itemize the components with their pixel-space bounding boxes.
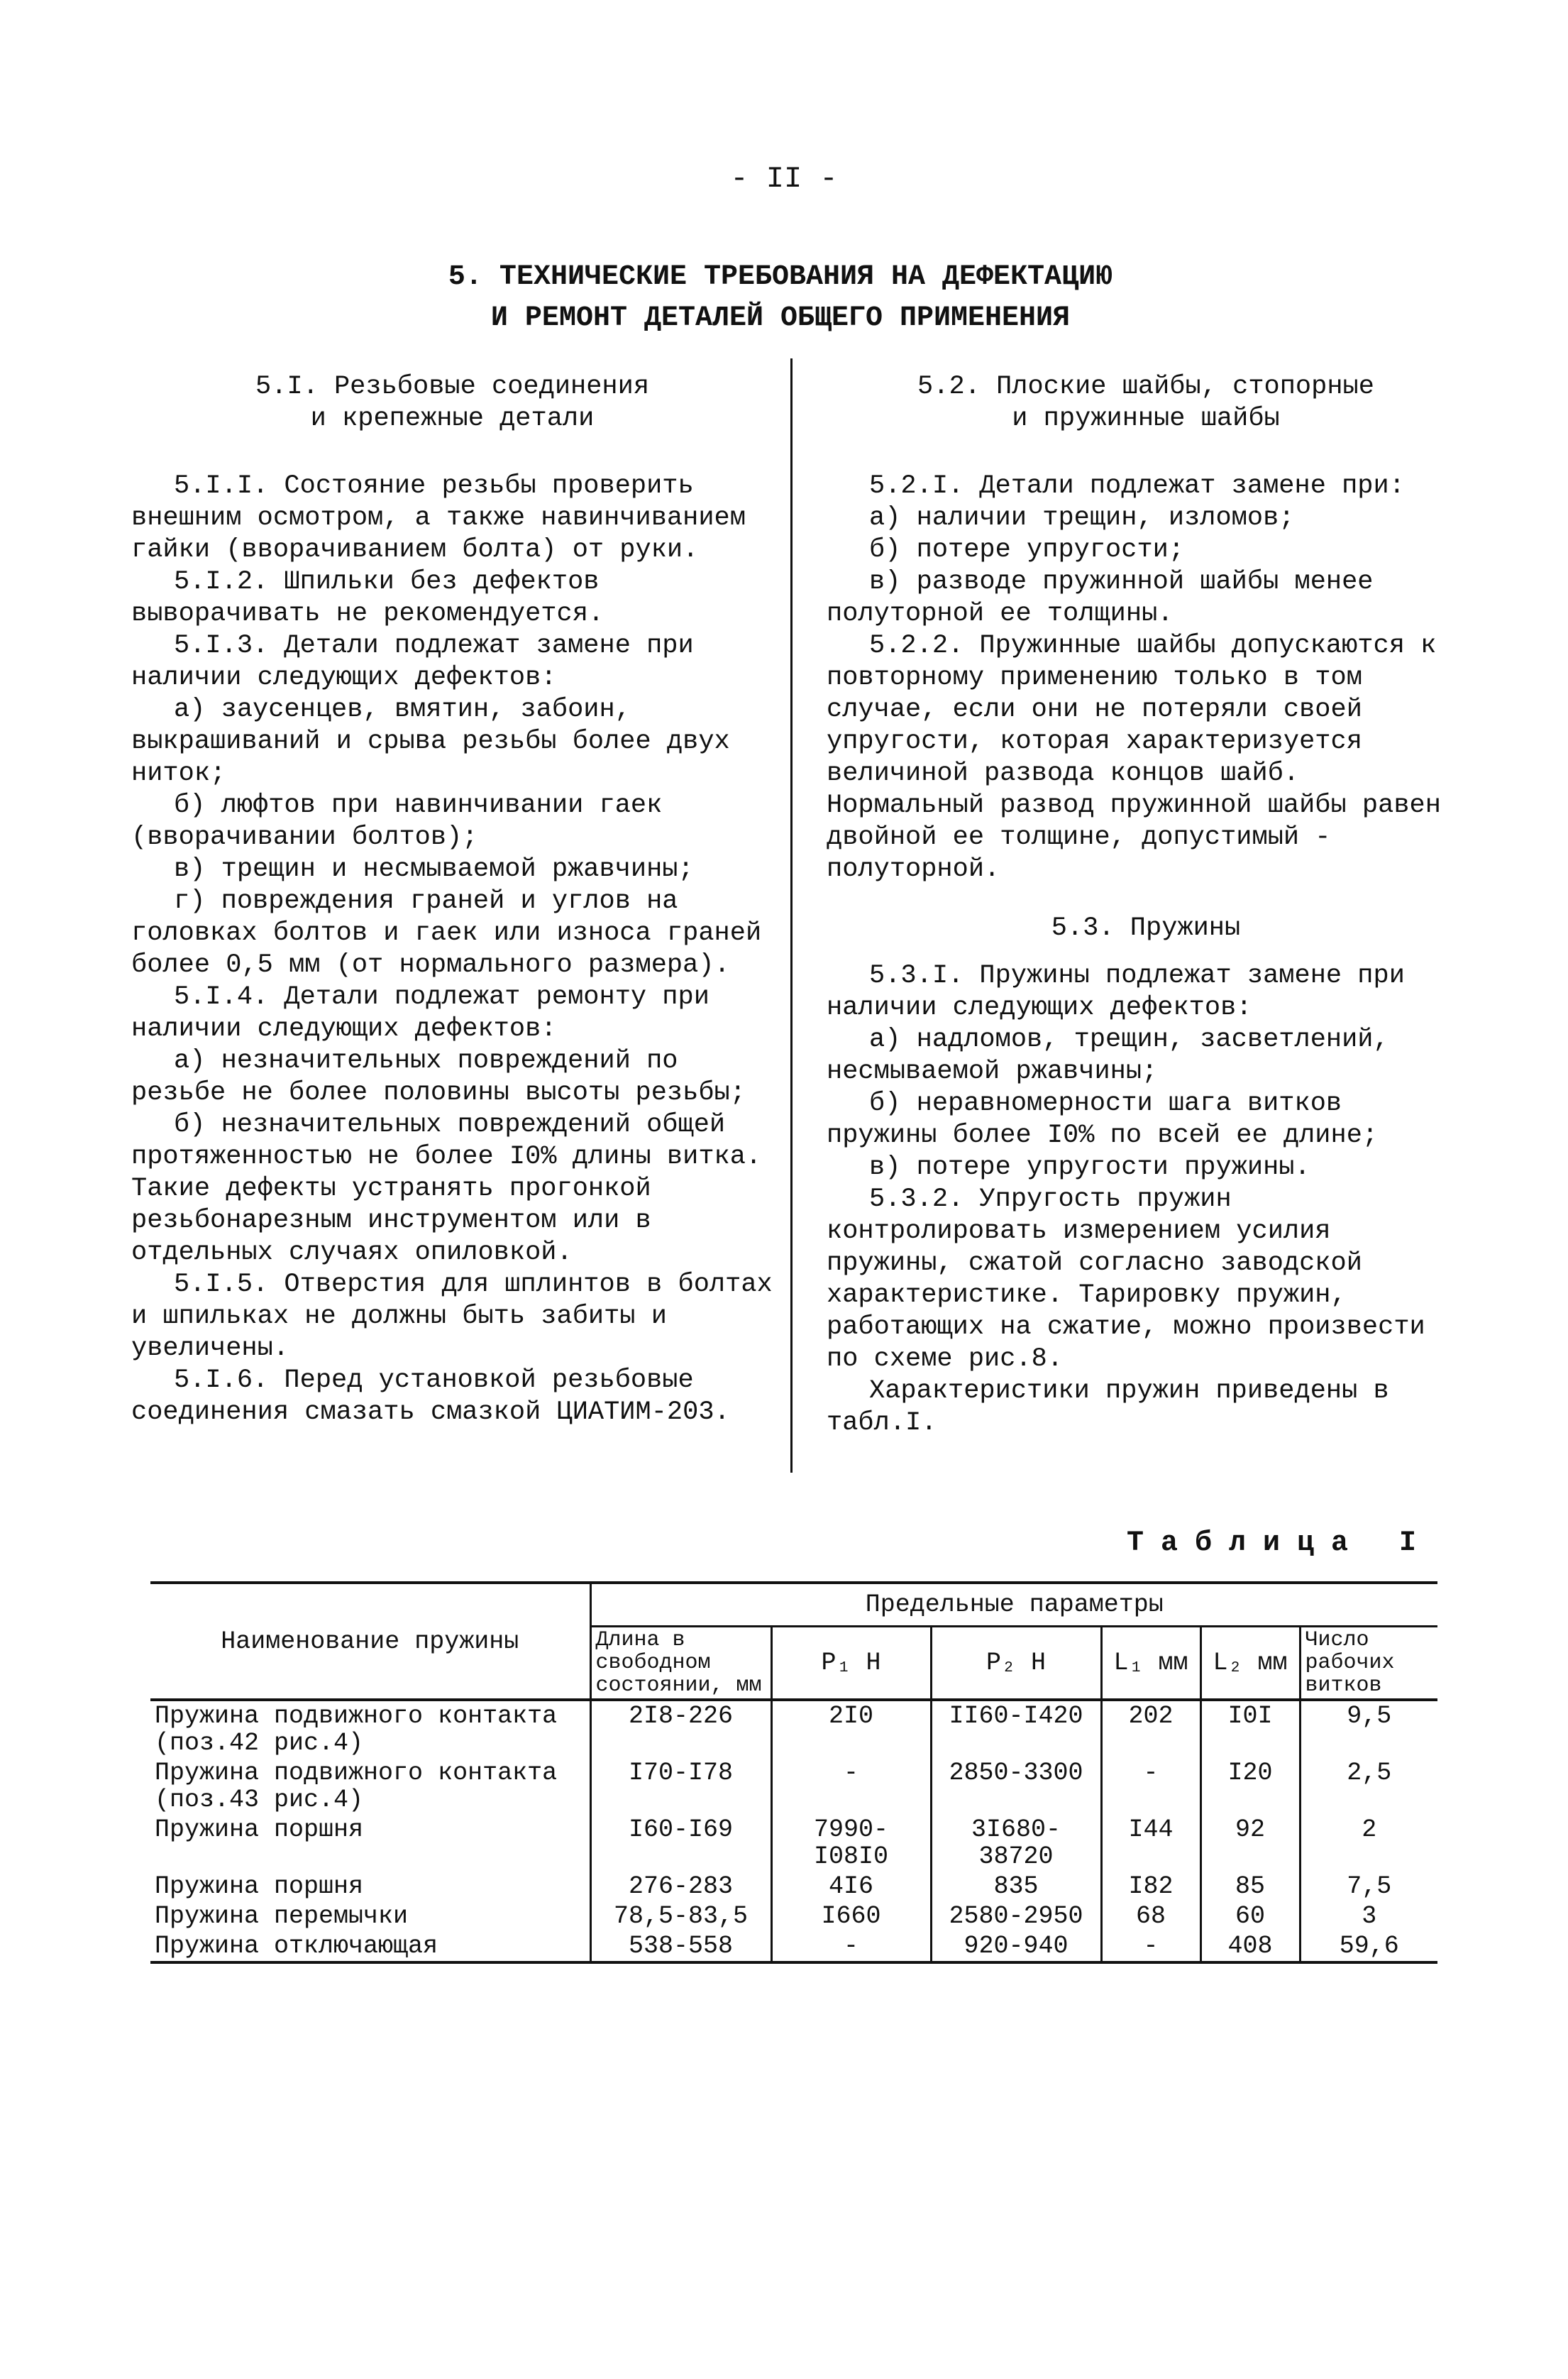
- cell-l2: 92: [1200, 1815, 1300, 1872]
- cell-p2: 2850-3300: [931, 1758, 1101, 1815]
- cell-p1: -: [771, 1758, 931, 1815]
- table-row: [150, 1901, 1437, 1931]
- cell-p1: -: [771, 1931, 931, 1962]
- cell-p2: 2580-2950: [931, 1901, 1101, 1931]
- header-limit-parameters: Предельные параметры: [590, 1583, 1437, 1627]
- subsection-heading-5-1-cont: и крепежные детали: [310, 404, 595, 434]
- cell-length: 538-558: [590, 1931, 771, 1962]
- paragraph: Характеристики пружин приведены в табл.I.: [827, 1376, 1389, 1438]
- cell-l1: -: [1101, 1758, 1200, 1815]
- cell-turns: 2: [1300, 1815, 1437, 1872]
- cell-p2: 920-940: [931, 1931, 1101, 1962]
- cell-length: I70-I78: [590, 1758, 771, 1815]
- header-spring-name: Наименование пружины: [150, 1583, 590, 1700]
- paragraph: 5.I.2. Шпильки без дефектов выворачивать не рекомендуется.: [131, 567, 604, 629]
- paragraph: 5.I.6. Перед установкой резьбовые соединения смазать смазкой ЦИАТИМ-203.: [131, 1366, 730, 1427]
- paragraph: б) потере упругости;: [869, 535, 1185, 565]
- cell-name: Пружина поршня: [155, 1815, 364, 1844]
- cell-l1: 202: [1101, 1700, 1200, 1758]
- cell-p1: 2I0: [771, 1700, 931, 1758]
- cell-l1: I82: [1101, 1872, 1200, 1901]
- paragraph: 5.2.I. Детали подлежат замене при:: [869, 471, 1405, 501]
- subsection-heading-5-2-cont: и пружинные шайбы: [1012, 404, 1280, 434]
- cell-turns: 3: [1300, 1901, 1437, 1931]
- springs-table: [150, 1581, 1437, 1964]
- table-row: [150, 1700, 1437, 1758]
- right-column: [827, 371, 1465, 1439]
- section-title: [213, 257, 1348, 339]
- cell-name: Пружина подвижного контакта (поз.42 рис.4): [155, 1702, 558, 1757]
- table-row: [150, 1758, 1437, 1815]
- cell-p2: II60-I420: [931, 1700, 1101, 1758]
- paragraph: в) трещин и несмываемой ржавчины;: [174, 855, 694, 884]
- cell-p1: 7990-I08I0: [771, 1815, 931, 1872]
- paragraph: б) неравномерности шага витков пружины более I0% по всей ее длине;: [827, 1089, 1379, 1150]
- header-free-length: Длина в свободном состоянии, мм: [590, 1627, 771, 1701]
- cell-turns: 59,6: [1300, 1931, 1437, 1962]
- column-divider: [790, 358, 793, 1473]
- right-paragraphs-1: [827, 471, 1465, 886]
- cell-l1: -: [1101, 1931, 1200, 1962]
- paragraph: г) повреждения граней и углов на головках болтов и гаек или износа граней более 0,5 мм (от нормального размера).: [131, 886, 762, 980]
- cell-l2: I20: [1200, 1758, 1300, 1815]
- table-row: [150, 1931, 1437, 1962]
- cell-length: I60-I69: [590, 1815, 771, 1872]
- paragraph: а) надломов, трещин, засветлений, несмываемой ржавчины;: [827, 1025, 1389, 1087]
- table-row: [150, 1815, 1437, 1872]
- header-l2: L₂ мм: [1200, 1627, 1300, 1701]
- paragraph: в) потере упругости пружины.: [869, 1153, 1310, 1182]
- paragraph: 5.I.4. Детали подлежат ремонту при наличии следующих дефектов:: [131, 982, 710, 1044]
- paragraph: 5.I.5. Отверстия для шплинтов в болтах и шпильках не должны быть забиты и увеличены.: [131, 1270, 773, 1363]
- cell-name: Пружина перемычки: [155, 1902, 409, 1930]
- cell-name: Пружина поршня: [155, 1872, 364, 1901]
- table-caption: Таблица I: [1126, 1527, 1433, 1559]
- table-row: [150, 1872, 1437, 1901]
- cell-turns: 2,5: [1300, 1758, 1437, 1815]
- cell-l2: I0I: [1200, 1700, 1300, 1758]
- left-column: [131, 371, 773, 1429]
- cell-l2: 85: [1200, 1872, 1300, 1901]
- cell-l1: 68: [1101, 1901, 1200, 1931]
- section-title-line-1: 5. ТЕХНИЧЕСКИЕ ТРЕБОВАНИЯ НА ДЕФЕКТАЦИЮ: [448, 261, 1113, 293]
- cell-length: 2I8-226: [590, 1700, 771, 1758]
- cell-p2: 3I680-38720: [931, 1815, 1101, 1872]
- paragraph: а) незначительных повреждений по резьбе не более половины высоты резьбы;: [131, 1046, 746, 1108]
- subsection-heading-5-3: 5.3. Пружины: [1051, 913, 1241, 943]
- cell-name: Пружина подвижного контакта (поз.43 рис.4): [155, 1759, 558, 1814]
- cell-p1: 4I6: [771, 1872, 931, 1901]
- subsection-heading-5-1: 5.I. Резьбовые соединения: [255, 372, 650, 402]
- cell-l1: I44: [1101, 1815, 1200, 1872]
- section-title-line-2: И РЕМОНТ ДЕТАЛЕЙ ОБЩЕГО ПРИМЕНЕНИЯ: [490, 302, 1071, 334]
- header-p1: P₁ Н: [771, 1627, 931, 1701]
- paragraph: б) люфтов при навинчивании гаек (вворачивании болтов);: [131, 791, 663, 852]
- cell-l2: 408: [1200, 1931, 1300, 1962]
- cell-l2: 60: [1200, 1901, 1300, 1931]
- header-l1: L₁ мм: [1101, 1627, 1200, 1701]
- cell-length: 276-283: [590, 1872, 771, 1901]
- cell-length: 78,5-83,5: [590, 1901, 771, 1931]
- paragraph: 5.I.3. Детали подлежат замене при наличии следующих дефектов:: [131, 631, 694, 693]
- paragraph: 5.3.2. Упругость пружин контролировать измерением усилия пружины, сжатой согласно заводской характеристике. Тарировку пружин, работающих на сжатие, можно произвести по схеме рис.8.: [827, 1185, 1425, 1374]
- header-working-turns: Число рабочих витков: [1300, 1627, 1437, 1701]
- right-paragraphs-2: [827, 960, 1465, 1439]
- subsection-heading-5-2: 5.2. Плоские шайбы, стопорные: [917, 372, 1374, 402]
- header-p2: P₂ Н: [931, 1627, 1101, 1701]
- cell-name: Пружина отключающая: [150, 1931, 590, 1962]
- paragraph: а) наличии трещин, изломов;: [869, 503, 1295, 533]
- paragraph: а) заусенцев, вмятин, забоин, выкрашиваний и срыва резьбы более двух ниток;: [131, 695, 730, 789]
- left-paragraphs: [131, 471, 773, 1429]
- paragraph: 5.2.2. Пружинные шайбы допускаются к повторному применению только в том случае, если они не потеряли своей упругости, которая характеризуется величиной развода концов шайб. Нормальный развод пружинной шайбы равен двойной ее толщине, допустимый - полуторной.: [827, 631, 1441, 884]
- page-number: - II -: [730, 162, 838, 196]
- cell-turns: 9,5: [1300, 1700, 1437, 1758]
- cell-p2: 835: [931, 1872, 1101, 1901]
- paragraph: 5.I.I. Состояние резьбы проверить внешним осмотром, а также навинчиванием гайки (вворачиванием болта) от руки.: [131, 471, 746, 565]
- paragraph: 5.3.I. Пружины подлежат замене при наличии следующих дефектов:: [827, 961, 1405, 1023]
- paragraph: в) разводе пружинной шайбы менее полуторной ее толщины.: [827, 567, 1374, 629]
- cell-turns: 7,5: [1300, 1872, 1437, 1901]
- cell-p1: I660: [771, 1901, 931, 1931]
- paragraph: б) незначительных повреждений общей протяженностью не более I0% длины витка. Такие дефекты устранять прогонкой резьбонарезным инструментом или в отдельных случаях опиловкой.: [131, 1110, 762, 1268]
